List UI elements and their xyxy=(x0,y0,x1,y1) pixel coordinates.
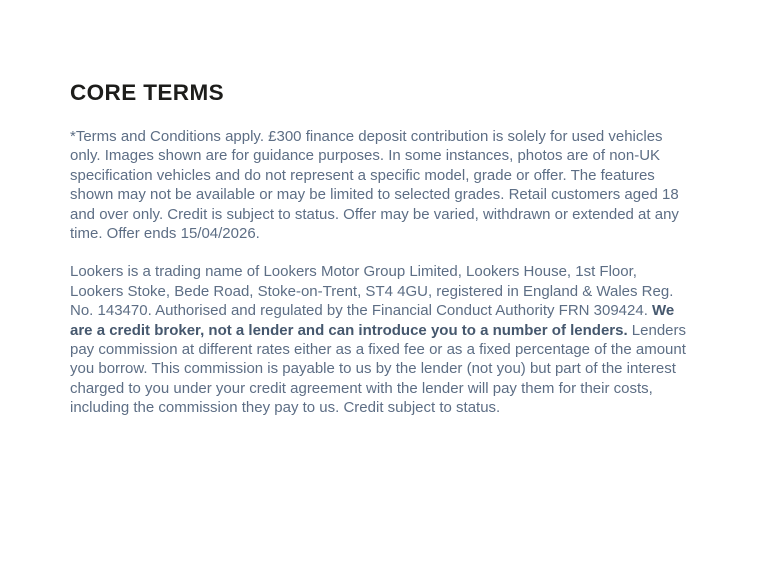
terms-text-segment: Lookers is a trading name of Lookers Motor Group Limited, Lookers House, 1st Floor, Lookers Stoke, Bede Road, Stoke-on-Trent, ST4 4GU, registered in England & Wales Reg. No. 143470. Authorised and regulated by the Financial Conduct Authority FRN 309424. xyxy=(70,263,674,320)
terms-paragraph-lookers-disclosure xyxy=(70,262,694,417)
terms-text-segment: *Terms and Conditions apply. £300 finance deposit contribution is solely for used vehicles only. Images shown are for guidance purposes. In some instances, photos are of non-UK specification vehicles and do not represent a specific model, grade or offer. The features shown may not be available or may be limited to selected grades. Retail customers aged 18 and over only. Credit is subject to status. Offer may be varied, withdrawn or extended at any time. Offer ends 15/04/2026. xyxy=(70,128,679,243)
terms-text-segment: Lenders pay commission at different rates either as a fixed fee or as a fixed percentage of the amount you borrow. This commission is payable to us by the lender (not you) but part of the interest charged to you under your credit agreement with the lender will pay them for their costs, including the commission they pay to us. Credit subject to status. xyxy=(70,321,687,417)
core-terms-section xyxy=(70,80,694,437)
credit-broker-bold-statement: We are a credit broker, not a lender and can introduce you to a number of lenders. xyxy=(70,302,675,339)
terms-paragraph-conditions xyxy=(70,127,694,243)
page-title: CORE TERMS xyxy=(70,80,225,105)
